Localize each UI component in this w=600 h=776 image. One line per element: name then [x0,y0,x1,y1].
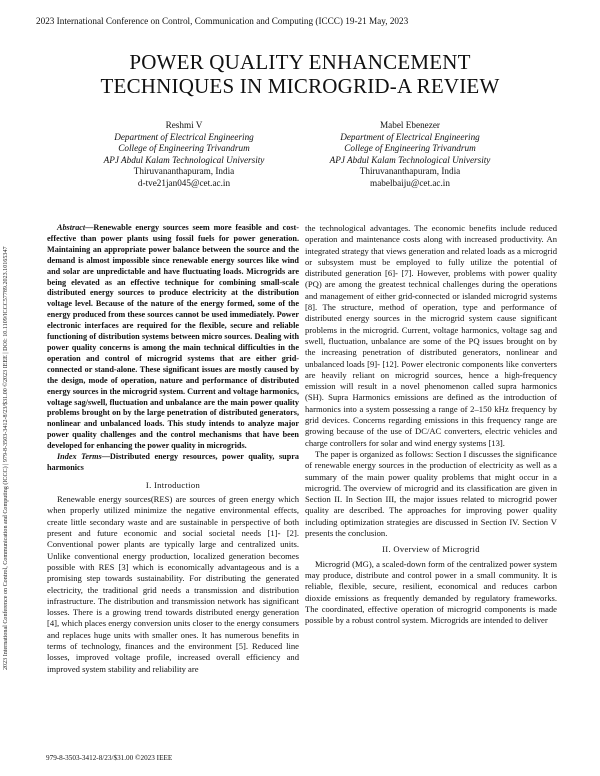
paper-title [30,50,570,98]
left-column [47,223,299,675]
author-block-2 [290,120,530,189]
abstract-lead: Abstract [57,223,86,232]
organization-paragraph: The paper is organized as follows: Section I discusses the significance of renewable energy sources in the production of electricity as well as a summary of the main power quality problems that might occur in a microgrid. The overview of microgrid and its classification are given in Section II. In Section III, the major issues related to microgrid power quality are described. The approaches for improving power quality including optimization strategies are discussed in Section IV. Section V presents the conclusion. [305,448,557,539]
title-line-2: TECHNIQUES IN MICROGRID-A REVIEW [100,74,500,98]
side-doi-text: 2023 International Conference on Control, Communication and Computing (ICCC) | 979-8-3503-3412-8/23/$31.00 ©2023 IEEE | DOI: 10.1109/ICCC57789.2023.10165347 [3,246,9,670]
author-email[interactable]: mabelbaiju@cet.ac.in [370,177,450,188]
body-paragraph-continued: the technological advantages. The economic benefits include reduced operation and maintenance costs along with increased productivity. An integrated strategy that views generation and related loads as a microgrid or subsystem must be employed to fully utilize the potential of distributed generation [6]- [7]. However, problems with power quality (PQ) are among the greatest technical challenges during the operations and management of either grid-connected or islanded microgrid systems [8]. The structure, method of operation, type and performance of distributed energy sources in the microgrid system cause significant problems in the microgrid. Current, voltage harmonics, voltage sag and swell, fluctuation, unbalance are some of the PQ issues brought on by the increasing penetration of distributed generators, nonlinear and unbalanced loads [9]- [12]. Power electronic components like converters are heavily reliant on microgrid sources, hence a high-frequency emission will result in a novel phenomenon called supra harmonics (SH). Supra Harmonics emissions are defined as the introduction of harmonics into a system possessing a range of 2–150 kHz frequency by grid devices. Concerns regarding emissions in this frequency range are growing because of the use of DC/AC converters, electric vehicles and charge controllers for solar and wind energy systems [13]. [305,223,557,448]
copyright-footer: 979-8-3503-3412-8/23/$31.00 ©2023 IEEE [46,754,173,762]
author-email[interactable]: d-tve21jan045@cet.ac.in [137,177,231,188]
side-doi-strip [3,110,13,670]
author-college: College of Engineering Trivandrum [118,143,250,153]
author-university: APJ Abdul Kalam Technological University [329,154,491,165]
conference-header: 2023 International Conference on Control, Communication and Computing (ICCC) 19-21 May, 2023 [36,16,409,26]
author-name: Mabel Ebenezer [380,120,440,130]
index-terms-text: —Distributed energy resources, power quality, supra harmonics [47,452,300,472]
section-heading-overview: II. Overview of Microgrid [382,544,480,555]
author-department: Department of Electrical Engineering [114,131,254,142]
author-department: Department of Electrical Engineering [340,131,480,142]
author-name: Reshmi V [165,120,203,130]
index-terms-lead: Index Terms [57,452,102,462]
author-university: APJ Abdul Kalam Technological University [103,154,265,165]
author-city: Thiruvananthapuram, India [133,166,235,176]
author-college: College of Engineering Trivandrum [344,143,476,153]
author-city: Thiruvananthapuram, India [359,166,461,176]
section-heading-introduction: I. Introduction [145,479,201,490]
index-terms [47,452,299,474]
right-column [305,223,557,626]
overview-paragraph: Microgrid (MG), a scaled-down form of the centralized power system may produce, distribute and control power in a small community. It is reliable, flexible, secure, resilient, economical and reduces carbon dioxide emissions as frequently demanded by regulatory frameworks. The coordinated, effective operation of microgrid components is made possible by a robust control system. Microgrids are intended to deliver [305,558,557,626]
title-line-1: POWER QUALITY ENHANCEMENT [129,50,471,74]
abstract-text: —Renewable energy sources seem more feasible and cost-effective than power plants using fossil fuels for power generation. Maintaining an appropriate power balance between the source and the demand is almost impossible since renewable energy sources like wind and solar are unpredictable and have fluctuating loads. Microgrids are being elevated as an effective technique for combining small-scale distributed energy sources to produce electricity at the distribution voltage level. Because of the nature of the energy formed, some of the energy produced from these sources cannot be used immediately. Power electronic interfaces are required for the flexible, secure and reliable functioning of distribution systems between micro sources. Dealing with power quality concerns is among the main technical difficulties in the operation and control of microgrid systems that are either grid-connected or stand-alone. These significant issues are mostly caused by the design, mode of operation, nature and performance of distributed energy sources in the microgrid system. Current and voltage harmonics, voltage sag/swell, fluctuation and unbalance are the main power quality problems brought on by the large penetration of distributed generators, nonlinear and unbalanced loads. This study intends to analyze major power quality challenges and the control mechanisms that have been developed for enhancing the power quality in microgrids. [47,223,299,451]
intro-paragraph: Renewable energy sources(RES) are sources of green energy which when properly utilized minimize the negative environmental effects, create little secondary waste and are sustainable in perspective of both present and future economic and social societal needs [1]- [2]. Conventional power plants are typically large and centralized units. Unlike conventional energy production, localized generation becomes possible with RES [3] which is economically advantageous and is a promising step towards sustainability. For distributing the generated electricity, the traditional grid needs a transmission and distribution infrastructure. The distribution and transmission network has significant losses. There is a growing trend towards distributed energy generation [4], which places energy conversion units closer to the energy consumers and replaces huge units with smaller ones. It has numerous benefits in terms of technology, finances and the environment [5]. Reduced line losses, improved voltage profile, increased overall efficiency and improved system stability and reliability are [47,494,299,674]
abstract [47,223,299,452]
author-block-1 [64,120,304,189]
